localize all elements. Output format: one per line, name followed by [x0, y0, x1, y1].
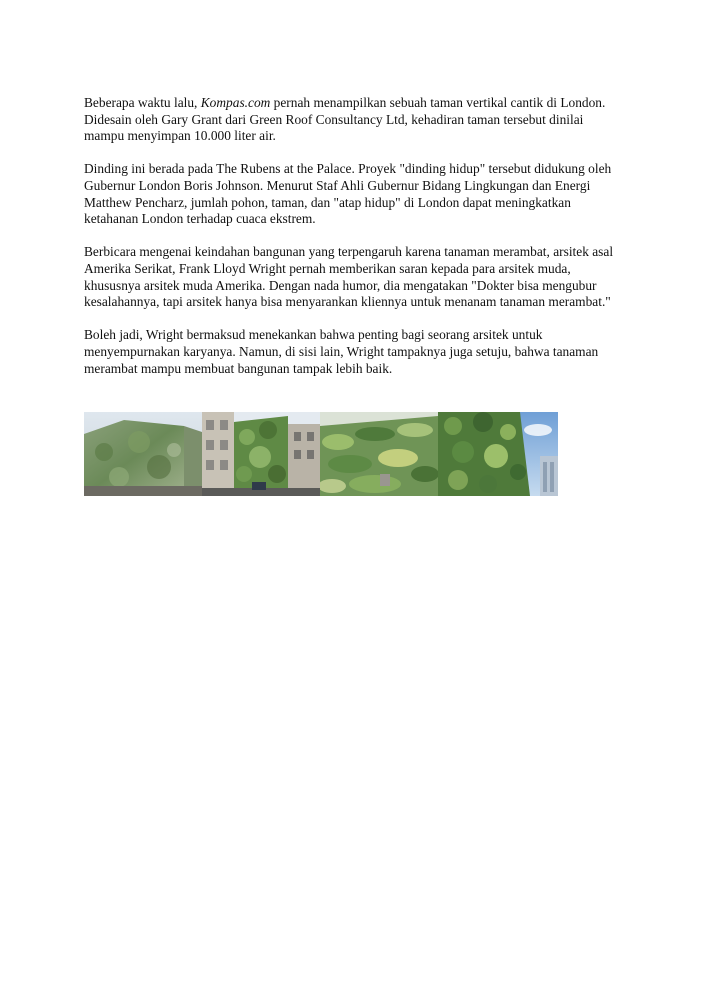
paragraph-1	[84, 95, 624, 145]
paragraph-1-intro: Beberapa waktu lalu,	[84, 95, 201, 110]
paragraph-2: Dinding ini berada pada The Rubens at the Palace. Proyek "dinding hidup" tersebut didukung oleh Gubernur London Boris Johnson. Menurut Staf Ahli Gubernur Bidang Lingkungan dan Energi Matthew Pencharz, jumlah pohon, taman, dan "atap hidup" di London dapat meningkatkan ketahanan London terhadap cuaca ekstrem.	[84, 161, 612, 227]
kompas-emphasis: Kompas.com	[200, 95, 271, 110]
photo-strip	[84, 412, 558, 496]
paragraph-3: Berbicara mengenai keindahan bangunan yang terpengaruh karena tanaman merambat, arsitek asal Amerika Serikat, Frank Lloyd Wright pernah memberikan saran kepada para arsitek muda, khususnya arsitek muda Amerika. Dengan nada humor, dia mengatakan "Dokter bisa mengubur kesalahannya, tapi arsitek hanya bisa menyarankan kliennya untuk menanam tanaman merambat."	[84, 244, 614, 310]
photo-vertical-garden-building-corner	[84, 412, 202, 496]
photo-vertical-garden-plants-closeup	[320, 412, 438, 496]
paragraph-4: Boleh jadi, Wright bermaksud menekankan bahwa penting bagi seorang arsitek untuk menyempurnakan karyanya. Namun, di sisi lain, Wright tampaknya juga setuju, bahwa tanaman merambat mampu membuat bangunan tampak lebih baik.	[84, 327, 599, 376]
article-body	[84, 95, 624, 394]
paragraph-1-rest: pernah menampilkan sebuah taman vertikal cantik di London. Didesain oleh Gary Grant dari Green Roof Consultancy Ltd, kehadiran taman tersebut dinilai mampu menyimpan 10.000 liter air.	[84, 95, 606, 144]
photo-vertical-garden-wall-with-sky	[438, 412, 558, 496]
photo-vertical-garden-street-view	[202, 412, 320, 496]
